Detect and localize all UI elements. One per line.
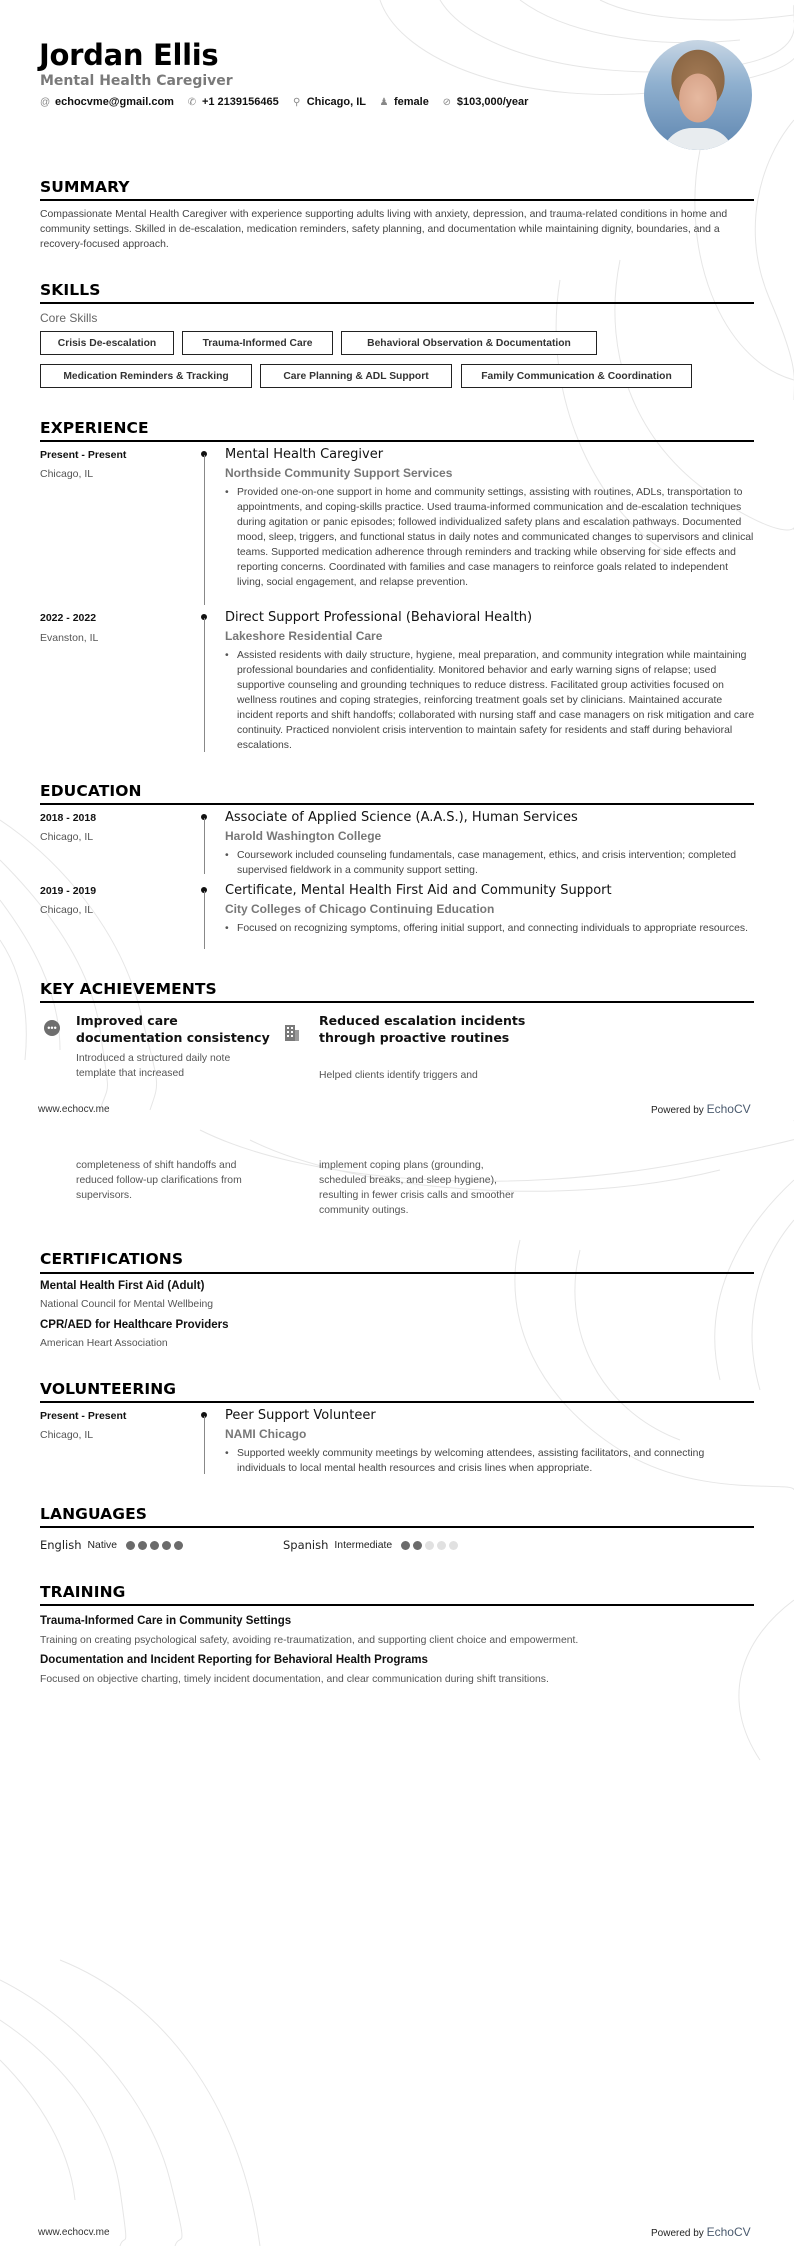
skill-chip: Family Communication & Coordination [461,364,692,388]
achievement-desc-part1: Helped clients identify triggers and [319,1070,478,1081]
entry-bullet: • Focused on recognizing symptoms, offering initial support, and connecting individuals to appropriate resources. [225,921,755,936]
language-item [283,1538,458,1552]
section-title-certifications: CERTIFICATIONS [40,1250,184,1268]
rating-dot-filled [150,1541,159,1550]
entry-bullet: • Provided one-on-one support in home and community settings, assisting with routines, ADLs, transportation to appointments, and coping-skills practice. Used trauma-informed communication and de-escalation techniques during agitation or panic episodes; followed individualized safety plans and escalation pathways. Documented mood, sleep, triggers, and functional status in daily notes and communicated changes to supervisors and clinical teams. Supported medication adherence through reminders and tracking while observing for side effects and reporting concerns. Coordinated with families and case managers to reinforce goals related to independent living, social engagement, and relapse prevention. [225,485,755,590]
contact-location [292,96,366,108]
contact-phone[interactable] [187,96,279,108]
phone-icon: ✆ [187,96,197,108]
rating-dot-filled [401,1541,410,1550]
candidate-role: Mental Health Caregiver [40,73,233,89]
section-divider [40,1401,754,1403]
candidate-name: Jordan Ellis [39,38,219,72]
certification-name: CPR/AED for Healthcare Providers [40,1319,229,1331]
entry-bullet: • Assisted residents with daily structure, hygiene, meal preparation, and community integration while maintaining professional boundaries and confidentiality. Monitored behavior and early warning signs of relapse; used supportive counseling and grounding techniques to reduce distress. Facilitated group activities focused on wellness routines and coping strategies, reinforcing treatment goals set by clinicians. Maintained accurate incident reports and shift handoffs; collaborated with nursing staff and case managers on risk mitigation and care continuity. Practiced nonviolent crisis intervention to maintain safety for residents and staff during behavioral escalations. [225,648,755,753]
phone-value: +1 2139156465 [201,96,279,108]
entry-title: Mental Health Caregiver [225,447,384,462]
achievement-title: Improved care documentation consistency [76,1013,270,1045]
language-level: Intermediate [334,1539,393,1551]
language-rating [126,1541,183,1550]
timeline-line [204,818,205,874]
rating-dot-filled [162,1541,171,1550]
footer-website-link[interactable]: www.echocv.me [38,1104,110,1115]
achievement-desc-part2: completeness of shift handoffs and reduced follow-up clarifications from supervisors. [76,1160,242,1201]
entry-dates: Present - Present [40,1410,127,1422]
entry-location: Evanston, IL [40,632,99,644]
certification-org: American Heart Association [40,1338,168,1349]
language-rating [401,1541,458,1550]
entry-title: Certificate, Mental Health First Aid and Community Support [225,883,612,898]
rating-dot-empty [425,1541,434,1550]
section-title-languages: LANGUAGES [40,1505,148,1523]
entry-title: Peer Support Volunteer [225,1408,376,1423]
timeline-line [204,455,205,605]
certification-name: Mental Health First Aid (Adult) [40,1280,205,1292]
photo-shirt-shape [662,128,734,150]
section-divider [40,1001,754,1003]
entry-dates: 2018 - 2018 [40,812,97,824]
profile-photo [644,40,752,150]
section-divider [40,440,754,442]
language-item [40,1538,183,1552]
email-value: echocvme@gmail.com [55,96,174,108]
contact-row [40,96,528,108]
entry-bullet: • Supported weekly community meetings by welcoming attendees, assisting facilitators, and connecting individuals to local mental health resources and crisis lines when appropriate. [225,1446,755,1476]
section-divider [40,1272,754,1274]
entry-dates: 2019 - 2019 [40,885,97,897]
rating-dot-empty [449,1541,458,1550]
certification-org: National Council for Mental Wellbeing [40,1299,214,1310]
summary-text: Compassionate Mental Health Caregiver with experience supporting adults living with anxiety, depression, and trauma-related conditions in home and community settings. Skilled in de-escalation, medication reminders, safety planning, and documentation while maintaining dignity, boundaries, and a recovery-focused approach. [40,209,728,250]
section-divider [40,1526,754,1528]
rating-dot-filled [138,1541,147,1550]
entry-location: Chicago, IL [40,831,94,843]
section-divider [40,199,754,201]
contact-salary [442,96,529,108]
entry-bullet: • Coursework included counseling fundamentals, case management, ethics, and crisis intervention; completed supervised fieldwork in a community support setting. [225,848,755,878]
section-title-summary: SUMMARY [40,178,130,196]
footer-powered-by[interactable] [651,2225,751,2239]
entry-location: Chicago, IL [40,904,94,916]
powered-by-label: Powered by [651,1105,704,1116]
training-name: Trauma-Informed Care in Community Settings [40,1615,292,1627]
achievement-title: Reduced escalation incidents through proactive routines [319,1013,526,1045]
entry-organization: NAMI Chicago [225,1427,307,1441]
gender-value: female [394,96,429,108]
entry-title: Direct Support Professional (Behavioral Health) [225,610,533,625]
timeline-line [204,891,205,949]
rating-dot-filled [174,1541,183,1550]
entry-organization: Lakeshore Residential Care [225,629,383,643]
contact-gender [379,96,429,108]
section-divider [40,803,754,805]
section-divider [40,1604,754,1606]
section-divider [40,302,754,304]
entry-organization: City Colleges of Chicago Continuing Education [225,902,495,916]
rating-dot-empty [437,1541,446,1550]
entry-organization: Northside Community Support Services [225,466,453,480]
training-desc: Focused on objective charting, timely incident documentation, and clear communication during shift transitions. [40,1674,549,1685]
section-title-training: TRAINING [40,1583,126,1601]
building-icon [285,1025,299,1041]
location-pin-icon: ⚲ [293,96,301,108]
timeline-line [204,618,205,752]
salary-value: $103,000/year [456,96,529,108]
rating-dot-filled [413,1541,422,1550]
section-title-skills: SKILLS [40,281,101,299]
skill-chip: Trauma-Informed Care [182,331,333,355]
powered-by-label: Powered by [651,2228,704,2239]
footer-powered-by[interactable] [651,1102,751,1116]
brand-name: EchoCV [706,2225,751,2239]
entry-location: Chicago, IL [40,1429,94,1441]
rating-dot-filled [126,1541,135,1550]
achievement-desc-part2: implement coping plans (grounding, scheduled breaks, and sleep hygiene), resulting in fewer crisis calls and smoother community outings. [319,1160,515,1216]
language-name: Spanish [283,1538,329,1552]
section-title-volunteering: VOLUNTEERING [40,1380,177,1398]
brand-name: EchoCV [706,1102,751,1116]
section-title-achievements: KEY ACHIEVEMENTS [40,980,217,998]
section-title-education: EDUCATION [40,782,142,800]
entry-location: Chicago, IL [40,468,94,480]
language-level: Native [87,1539,117,1551]
skill-chip: Behavioral Observation & Documentation [341,331,597,355]
skill-chip: Care Planning & ADL Support [260,364,452,388]
location-value: Chicago, IL [306,96,366,108]
entry-title: Associate of Applied Science (A.A.S.), Human Services [225,810,578,825]
achievement-desc-part1: Introduced a structured daily note template that increased [76,1053,231,1079]
section-title-experience: EXPERIENCE [40,419,149,437]
person-icon: ♟ [379,96,389,108]
skill-chip: Crisis De-escalation [40,331,174,355]
at-icon: @ [40,96,51,108]
chat-bubble-icon: ••• [44,1020,60,1036]
contact-email[interactable] [40,96,174,108]
entry-dates: 2022 - 2022 [40,612,97,624]
salary-icon: ⊘ [442,96,452,108]
skills-group-label: Core Skills [40,311,98,325]
training-desc: Training on creating psychological safety, avoiding re-traumatization, and supporting client choice and empowerment. [40,1635,579,1646]
timeline-line [204,1416,205,1474]
skill-chip: Medication Reminders & Tracking [40,364,252,388]
entry-dates: Present - Present [40,449,127,461]
language-name: English [40,1538,82,1552]
training-name: Documentation and Incident Reporting for Behavioral Health Programs [40,1654,428,1666]
entry-organization: Harold Washington College [225,829,382,843]
footer-website-link[interactable]: www.echocv.me [38,2227,110,2238]
